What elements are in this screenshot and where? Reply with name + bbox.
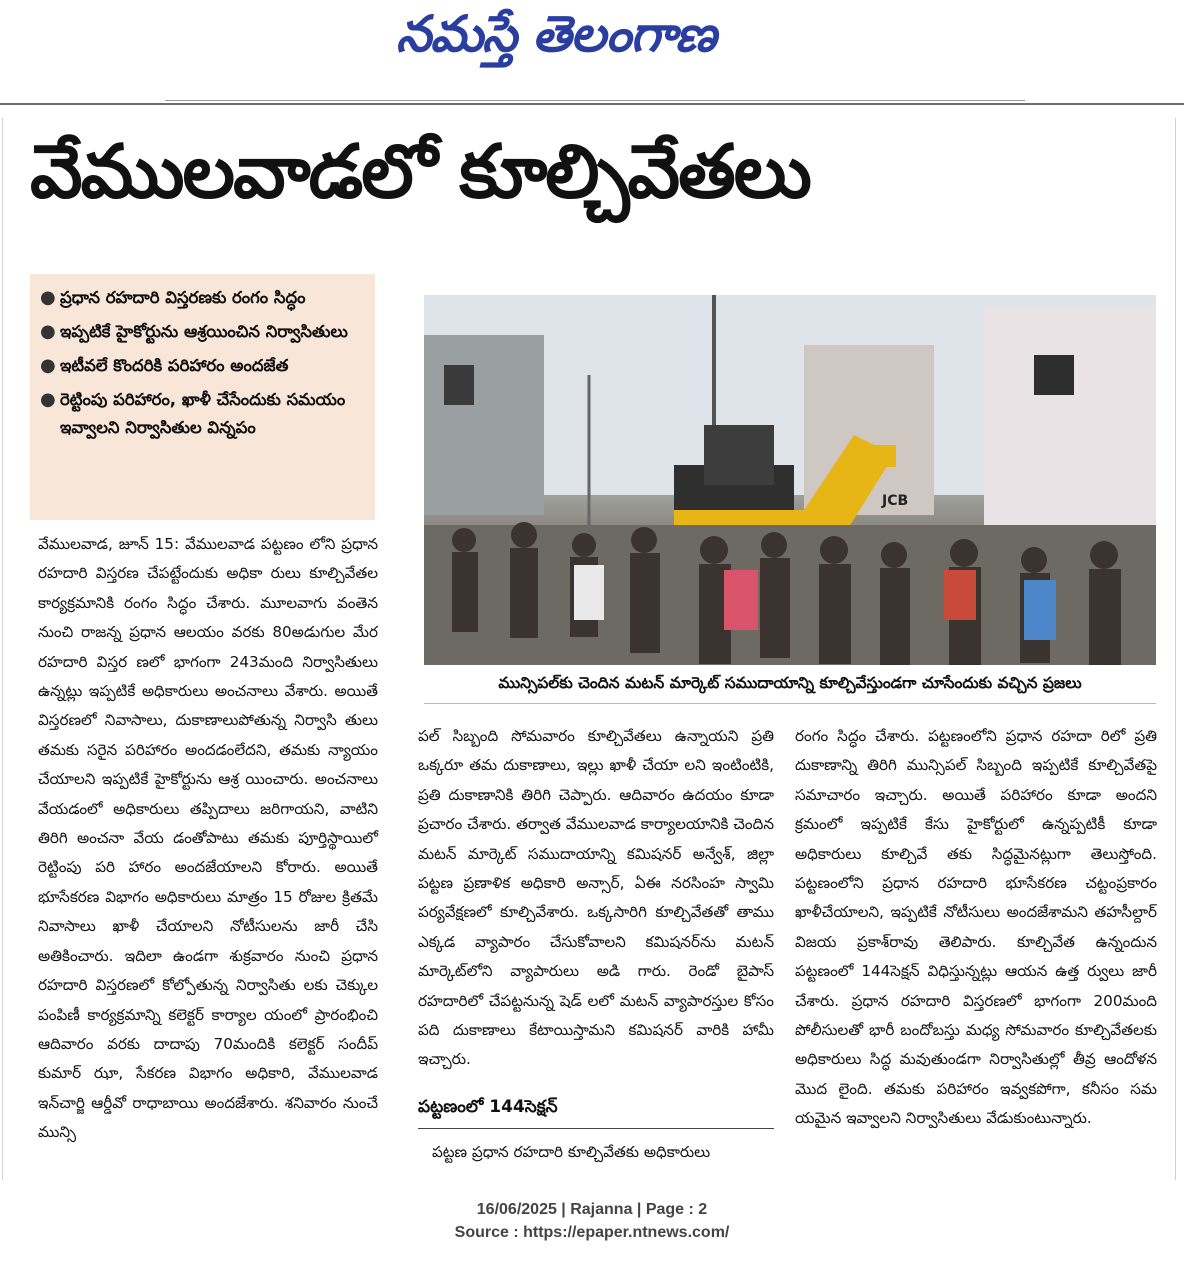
page-footer <box>0 1198 1184 1244</box>
highlight-item <box>38 386 369 442</box>
photo-caption: మున్సిపల్‌కు చెందిన మటన్ మార్కెట్ సముదాయాన్ని కూల్చివేస్తుండగా చూసేందుకు వచ్చిన ప్రజలు <box>498 674 1082 692</box>
highlight-text: ప్రధాన రహదారి విస్తరణకు రంగం సిద్ధం <box>60 288 306 307</box>
highlights-box <box>30 274 375 520</box>
masthead-divider <box>0 103 1184 105</box>
masthead-divider-short <box>165 100 1025 101</box>
bullet-icon: ● <box>40 355 56 376</box>
article-column-3 <box>795 722 1157 1134</box>
column-3-text: రంగం సిద్ధం చేశారు. పట్టణంలోని ప్రధాన రహదా రిలో ప్రతి దుకాణాన్ని తిరిగి మున్సిపల్ సిబ్బంది ఇప్పటికే కూల్చివేతపై సమాచారం ఇచ్చారు. అయితే పరిహారం కూడా అందని క్రమంలో ఇప్పటికే కేసు హైకోర్టులో ఉన్నప్పటికీ కూడా అధికారులు కూల్చివే తకు సిద్ధమైనట్లుగా తెలుస్తోంది. పట్టణంలోని ప్రధాన రహదారి భూసేకరణ చట్టంప్రకారం ఖాళీచేయాలని, ఇప్పటికే నోటీసులు అందజేశామని తహసీల్దార్ విజయ ప్రకాశ్‌రావు తెలిపారు. కూల్చివేత ఉన్నందున పట్టణంలో 144సెక్షన్ విధిస్తున్నట్లు ఆయన ఉత్త ర్వులు జారీ చేశారు. ప్రధాన రహదారి విస్తరణలో భాగంగా 200మంది పోలీసులతో భారీ బందోబస్తు మధ్య సోమవారం కూల్చివేతలకు అధికారులు సిద్ధ మవుతుండగా నిర్వాసితుల్లో తీవ్ర ఆందోళన మొద లైంది. తమకు పరిహారం ఇవ్వకపోగా, కనీసం సమ యమైన ఇవ్వాలని నిర్వాసితులు వేడుకుంటున్నారు. <box>795 727 1157 1128</box>
highlight-item <box>38 318 369 346</box>
highlight-item <box>38 284 369 312</box>
footer-date-edition: 16/06/2025 | Rajanna | Page : 2 <box>476 1201 708 1218</box>
column-1-text: వేములవాడ, జూన్ 15: వేములవాడ పట్టణం లోని ప్రధాన రహదారి విస్తరణ చేపట్టేందుకు అధికా రులు కూల్చివేతల కార్యక్రమానికి రంగం సిద్ధం చేశారు. మూలవాగు వంతెన నుంచి రాజన్న ప్రధాన ఆలయం వరకు 80అడుగుల మేర రహదారి విస్తర ణలో భాగంగా 243మంది నిర్వాసితులు ఉన్నట్లు ఇప్పటికే అధికారులు అంచనాలు వేశారు. అయితే విస్తరణలో నివాసాలు, దుకాణాలుపోతున్న నిర్వాసి తులు తమకు సరైన పరిహారం అందడంలేదని, తమకు న్యాయం చేయాలని ఇప్పటికే హైకోర్టును ఆశ్ర యించారు. అంచనాలు వేయడంలో అధికారులు తప్పిదాలు జరిగాయని, వాటిని తిరిగి అంచనా వేయ డంతోపాటు తమకు పూర్తిస్థాయిలో రెట్టింపు పరి హారం అందజేయాలని కోరారు. అయితే భూసేకరణ విభాగం అధికారులు మాత్రం 15 రోజుల క్రితమే నివాసాలు ఖాళీ చేయాలని నోటీసులను జారీ చేసి అతికించారు. ఇదిలా ఉండగా శుక్రవారం నుంచి ప్రధాన రహదారి విస్తరణలో కోల్పోతున్న నిర్వాసితు లకు చెక్కుల పంపిణీ కార్యక్రమాన్ని కలెక్టర్ కార్యాల యంలో ప్రారంభించి ఆదివారం వరకు దాదాపు 70మందికి కలెక్టర్ సందీప్ కుమార్ ఝా, సేకరణ విభాగం అధికారి, వేములవాడ ఇన్‌చార్జి ఆర్డీవో రాధాబాయి అందజేశారు. శనివారం నుంచే మున్సి <box>38 535 378 1142</box>
bullet-icon: ● <box>40 389 56 410</box>
highlight-text: ఇటీవలే కొందరికి పరిహారం అందజేత <box>60 356 289 375</box>
article-headline: వేములవాడలో కూల్చివేతలు <box>30 129 810 215</box>
section-subheading: పట్టణంలో 144సెక్షన్ <box>418 1097 558 1117</box>
demolition-scene-illustration <box>424 295 1156 665</box>
news-photo <box>424 295 1156 665</box>
jcb-label: JCB <box>882 493 909 509</box>
article-column-2 <box>418 722 774 1075</box>
highlight-text: ఇప్పటికే హైకోర్టును ఆశ్రయించిన నిర్వాసితులు <box>60 322 348 341</box>
article-column-1 <box>38 530 378 1148</box>
subsection-text: పట్టణ ప్రధాన రహదారి కూల్చివేతకు అధికారులు <box>432 1143 711 1161</box>
bullet-icon: ● <box>40 321 56 342</box>
bullet-icon: ● <box>40 287 56 308</box>
highlight-item <box>38 352 369 380</box>
highlights-list <box>30 274 375 442</box>
newspaper-logo: నమస్తే తెలంగాణ <box>396 4 716 63</box>
highlight-text: రెట్టింపు పరిహారం, ఖాళీ చేసేందుకు సమయం ఇవ్వాలని నిర్వాసితుల విన్నపం <box>60 390 346 437</box>
footer-source: Source : https://epaper.ntnews.com/ <box>454 1224 730 1241</box>
caption-divider <box>424 703 1156 704</box>
subheading-divider <box>418 1128 774 1129</box>
masthead <box>0 0 1184 96</box>
column-2-text: పల్ సిబ్బంది సోమవారం కూల్చివేతలు ఉన్నాయని ప్రతి ఒక్కరూ తమ దుకాణాలు, ఇల్లు ఖాళీ చేయా లని ఇంటింటికి, ప్రతి దుకాణానికి తిరిగి చెప్పారు. ఆదివారం ఉదయం కూడా ప్రచారం చేశారు. తర్వాత వేములవాడ కార్యాలయానికి చెందిన మటన్ మార్కెట్ సముదాయాన్ని కమిషనర్ అన్వేశ్, జిల్లా పట్టణ ప్రణాళిక అధికారి అన్సార్, ఏఈ నరసింహ స్వామి పర్యవేక్షణలో కూల్చివేశారు. ఒక్కసారిగి కూల్చివేతతో తాము ఎక్కడ వ్యాపారం చేసుకోవాలని కమిషనర్‌ను మటన్ మార్కెట్‌లోని వ్యాపారులు అడి గారు. రెండో బైపాస్ రహదారిలో చేపట్టనున్న షెడ్ లలో మటన్ వ్యాపారస్తుల కోసం పది దుకాణాలు కేటాయిస్తామని కమిషనర్ వారికి హామీ ఇచ్చారు. <box>418 727 774 1069</box>
